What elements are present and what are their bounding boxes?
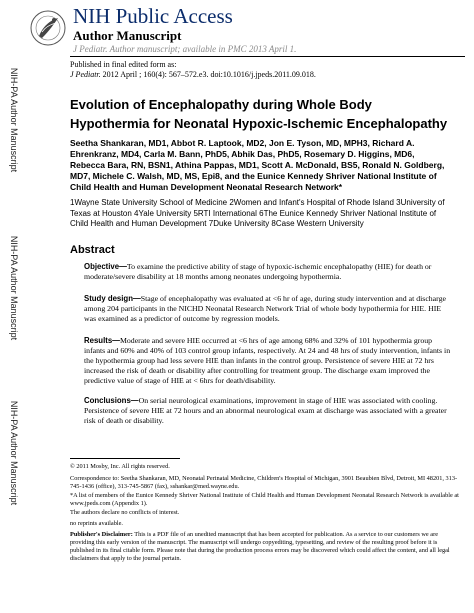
header-citation: J Pediatr. Author manuscript; available in PMC 2013 April 1. <box>73 44 297 54</box>
section-label: Objective— <box>84 262 127 271</box>
footnote-copyright: © 2011 Mosby, Inc. All rights reserved. <box>70 463 170 470</box>
footnote-disclaimer <box>70 531 460 563</box>
journal-name: J Pediatr. <box>70 70 101 79</box>
hhs-seal-icon <box>30 6 66 50</box>
header-title: NIH Public Access <box>73 4 233 28</box>
sidebar-label: NIH-PA Author Manuscript <box>9 67 19 173</box>
section-label: Study design— <box>84 294 141 303</box>
sidebar <box>0 0 28 613</box>
abstract-results <box>84 336 452 386</box>
section-text: To examine the predictive ability of stage of hypoxic-ischemic encephalopathy (HIE) for death or moderate/severe disability at 18 months among neonates undergoing hypothermia. <box>84 262 432 281</box>
publication-note: Published in final edited form as: <box>70 60 177 69</box>
abstract-heading: Abstract <box>70 244 115 256</box>
disclaimer-label: Publisher's Disclaimer: <box>70 531 133 538</box>
sidebar-label: NIH-PA Author Manuscript <box>9 235 19 341</box>
footnote-network: *A list of members of the Eunice Kennedy Shriver National Institute of Child Health and Human Development Neonatal Research Network is available at www.jpeds.com (Appendix 1). <box>70 492 459 507</box>
abstract-objective <box>84 262 452 282</box>
section-text: Stage of encephalopathy was evaluated at <6 hr of age, during study intervention and at discharge among 204 participants in the NICHD Neonatal Research Network Trial of whole body hypothermia for HIE. HIE was examined as a predictor of outcome by regression models. <box>84 294 446 323</box>
section-label: Results— <box>84 336 120 345</box>
abstract-study-design <box>84 294 452 324</box>
article-title: Evolution of Encephalopathy during Whole Body Hypothermia for Neonatal Hypoxic-Ischemic Encephalopathy <box>70 97 448 131</box>
divider <box>70 56 465 57</box>
publication-details: 2012 April ; 160(4): 567–572.e3. doi:10.1016/j.jpeds.2011.09.018. <box>100 70 316 79</box>
affiliations: 1Wayne State University School of Medicine 2Women and Infant's Hospital of Rhode Island 3University of Texas at Houston 4Yale University 5RTI International 6The Eunice Kennedy Shriver National Institute of Child Health and Human Development 7Duke University 8Case Western University <box>70 198 445 228</box>
section-label: Conclusions— <box>84 396 139 405</box>
header-subtitle: Author Manuscript <box>73 28 182 43</box>
abstract-conclusions <box>84 396 452 426</box>
author-list: Seetha Shankaran, MD1, Abbot R. Laptook, MD2, Jon E. Tyson, MD, MPH3, Richard A. Ehrenkranz, MD4, Carla M. Bann, PhD5, Abhik Das, PhD5, Rosemary D. Higgins, MD6, Rebecca Bara, RN, BSN1, Athina Pappas, MD1, Scott A. McDonald, BS5, Ronald N. Goldberg, MD7, Michele C. Walsh, MD, MS, Epi8, and the Eunice Kennedy Shriver National Institute of Child Health and Human Development Neonatal Research Network* <box>70 138 445 192</box>
footnote-reprints: no reprints available. <box>70 520 123 527</box>
footnote-correspondence: Correspondence to: Seetha Shankaran, MD, Neonatal Perinatal Medicine, Children's Hospital of Michigan, 3901 Beaubien Blvd, Detroit, MI 48201, 313-745-1436 (office), 313-745-5867 (fax), sshankar@med.wayne.edu. <box>70 475 458 490</box>
footnote-divider <box>70 458 180 459</box>
sidebar-label: NIH-PA Author Manuscript <box>9 400 19 506</box>
footnote-conflicts: The authors declare no conflicts of interest. <box>70 509 180 516</box>
section-text: On serial neurological examinations, improvement in stage of HIE was associated with cooling. Persistence of severe HIE at 72 hours and an abnormal neurological exam at discharge was associated with a greater risk of death or disability. <box>84 396 447 425</box>
disclaimer-text: This is a PDF file of an unedited manuscript that has been accepted for publication. As a service to our customers we are providing this early version of the manuscript. The manuscript will undergo copyediting, typesetting, and review of the resulting proof before it is published in its final citable form. Please note that during the production process errors may be discovered which could affect the content, and all legal disclaimers that apply to the journal pertain. <box>70 531 450 562</box>
section-text: Moderate and severe HIE occurred at <6 hrs of age among 68% and 32% of 101 hypothermia group infants and 60% and 40% of 103 control group infants, respectively. At 24 and 48 hrs of study intervention, infants in the hypothermia group had less severe HIE than infants in the control group. Persistence of severe HIE at 72 hrs increased the risk of death or disability after controlling for treatment group. The discharge exam improved the predictive value of stage of HIE at < 6hrs for death/disability. <box>84 336 451 385</box>
publication-citation <box>70 70 316 79</box>
